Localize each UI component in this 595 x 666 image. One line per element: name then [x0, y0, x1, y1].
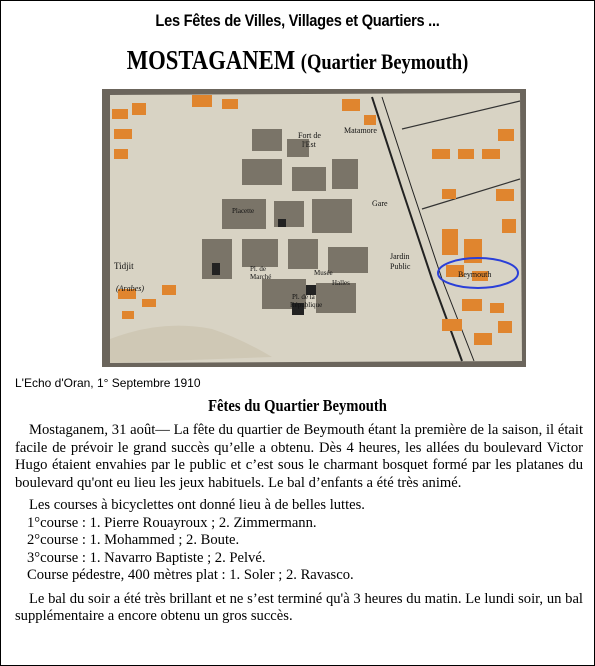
paragraph-races: Les courses à bicyclettes ont donné lieu à de belles luttes. — [29, 497, 365, 513]
race-result-4: Course pédestre, 400 mètres plat : 1. Soler ; 2. Ravasco. — [27, 567, 354, 583]
map-label-gare: Gare — [372, 199, 388, 208]
map-label-ville-2: Marché — [250, 273, 272, 281]
map-label-matamore: Matamore — [344, 126, 377, 135]
map-illustration — [102, 89, 526, 367]
race-result-1: 1°course : 1. Pierre Rouayroux ; 2. Zimmermann. — [27, 514, 317, 531]
map-label-jardin: Jardin — [390, 252, 410, 261]
map-label-halles: Halles — [332, 279, 350, 287]
series-title: Les Fêtes de Villes, Villages et Quartiers ... — [155, 11, 440, 30]
historic-map — [102, 89, 526, 367]
map-label-tidjit: Tidjit — [114, 261, 134, 271]
district-name: (Quartier Beymouth) — [300, 49, 469, 74]
article-title: Fêtes du Quartier Beymouth — [208, 396, 387, 415]
source-caption: L'Echo d'Oran, 1° Septembre 1910 — [15, 376, 201, 390]
map-label-beymouth: Beymouth — [458, 270, 492, 279]
map-label-jardin-2: Public — [390, 262, 411, 271]
city-name: MOSTAGANEM — [126, 45, 296, 75]
map-label-fort-2: l'Est — [302, 140, 316, 149]
page-title — [48, 45, 546, 76]
map-label-ville: Pl. de — [250, 265, 266, 273]
map-label-place-2: République — [290, 301, 323, 309]
race-result-2: 2°course : 1. Mohammed ; 2. Boute. — [27, 532, 240, 548]
map-label-placette: Placette — [232, 207, 255, 215]
paragraph-intro: Mostaganem, 31 août— La fête du quartier de Beymouth étant la première de la saison, il était facile de prévoir le grand succès qu’elle a obtenu. Dès 4 heures, les allées du boulevard Victor Hugo étaient envahies par le public et c’est sous le charmant bosquet formé par les platanes du boulevard qu'ont eu lieu les jeux habituels. Le bal d’enfants a été très animé. — [15, 422, 583, 491]
map-label-fort: Fort de — [298, 131, 321, 140]
map-label-musee: Musée — [314, 269, 333, 277]
map-label-arabes: (Arabes) — [116, 284, 144, 293]
race-result-3: 3°course : 1. Navarro Baptiste ; 2. Pelvé. — [27, 549, 266, 566]
paragraph-ball: Le bal du soir a été très brillant et ne s’est terminé qu'à 3 heures du matin. Le lundi soir, un bal supplémentaire a encore obtenu un gros succès. — [15, 590, 583, 624]
article-body — [15, 422, 583, 626]
map-label-place: Pl. de la — [292, 293, 315, 301]
